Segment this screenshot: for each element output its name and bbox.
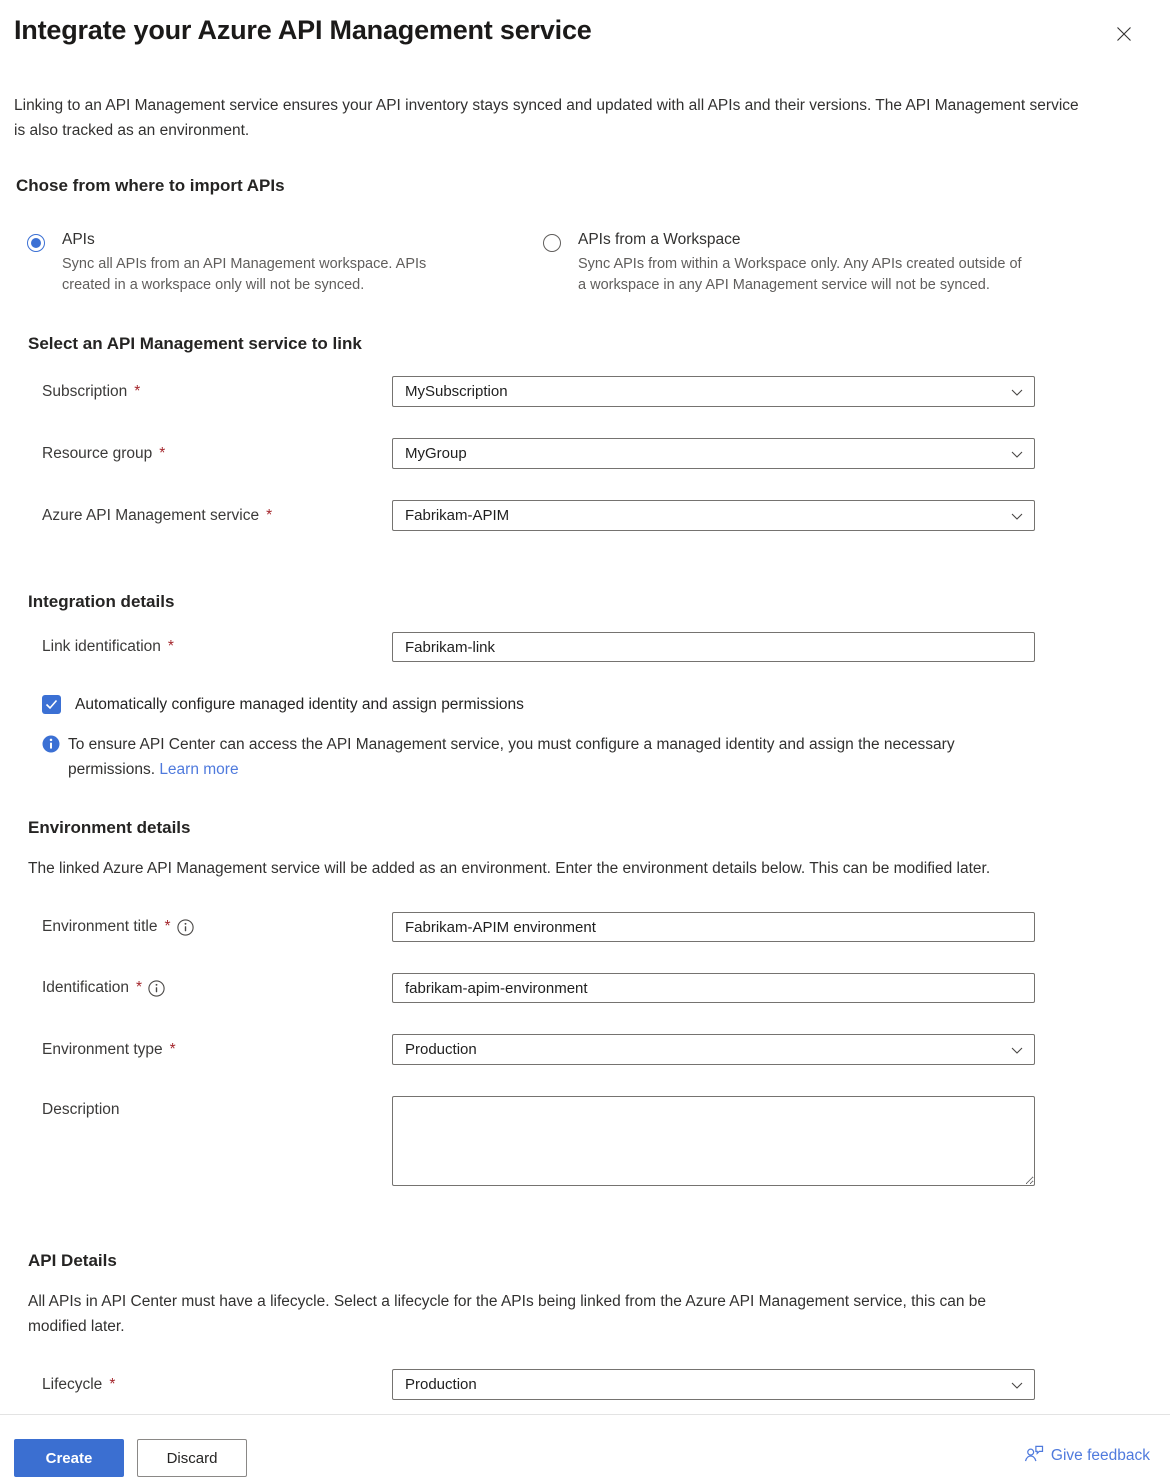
required-marker: * [169, 1040, 176, 1058]
intro-text: Linking to an API Management service ensures your API inventory stays synced and updated with all APIs and their versions. The API Management service is also tracked as an environment. [14, 97, 1079, 139]
info-icon [42, 735, 60, 782]
required-marker: * [136, 979, 143, 996]
integration-section-heading: Integration details [28, 592, 175, 611]
info-note-text: To ensure API Center can access the API Management service, you must configure a managed identity and assign the necessary permissions. [68, 736, 955, 778]
description-label: Description [42, 1101, 120, 1118]
link-identification-row [42, 632, 1156, 662]
lifecycle-value: Production [405, 1376, 477, 1393]
footer-bar [14, 1439, 1150, 1477]
close-button[interactable] [1110, 21, 1138, 49]
link-identification-label: Link identification [42, 638, 161, 655]
required-marker: * [159, 444, 166, 462]
required-marker: * [266, 506, 273, 524]
subscription-row [42, 376, 1156, 407]
environment-type-dropdown[interactable] [392, 1034, 1035, 1065]
radio-option-workspace[interactable] [543, 231, 1043, 296]
environment-section-heading: Environment details [28, 818, 191, 837]
managed-identity-info-note [42, 732, 1032, 782]
environment-title-row [42, 912, 1156, 942]
lifecycle-label: Lifecycle [42, 1375, 103, 1393]
managed-identity-checkbox-label: Automatically configure managed identity and assign permissions [75, 695, 524, 713]
radio-workspace-label: APIs from a Workspace [578, 231, 741, 248]
page-title: Integrate your Azure API Management service [14, 15, 592, 45]
apim-service-label: Azure API Management service [42, 506, 260, 524]
radio-unselected-icon[interactable] [543, 234, 561, 252]
radio-selected-icon[interactable] [27, 234, 45, 252]
footer-divider [0, 1414, 1170, 1415]
subscription-value: MySubscription [405, 383, 508, 400]
resource-group-label: Resource group [42, 444, 153, 462]
link-identification-input[interactable] [392, 632, 1035, 662]
learn-more-link[interactable]: Learn more [159, 761, 239, 778]
feedback-label: Give feedback [1050, 1447, 1150, 1464]
radio-apis-description: Sync all APIs from an API Management workspace. APIs created in a workspace only will not be synced. [62, 256, 427, 293]
description-row [42, 1096, 1156, 1190]
environment-title-label: Environment title [42, 918, 158, 935]
required-marker: * [134, 382, 141, 400]
subscription-label: Subscription [42, 382, 128, 400]
service-section-heading: Select an API Management service to link [28, 334, 362, 353]
api-section-heading: API Details [28, 1251, 117, 1270]
resource-group-row [42, 438, 1156, 469]
identification-row [42, 973, 1156, 1003]
radio-option-apis[interactable] [27, 231, 543, 296]
close-icon [1116, 26, 1132, 45]
required-marker: * [109, 1375, 116, 1393]
environment-type-value: Production [405, 1041, 477, 1058]
resource-group-value: MyGroup [405, 445, 467, 462]
create-button[interactable]: Create [14, 1439, 124, 1477]
give-feedback-link[interactable] [1024, 1445, 1150, 1467]
radio-apis-label: APIs [62, 231, 95, 248]
chevron-down-icon [1010, 510, 1024, 527]
subscription-dropdown[interactable] [392, 376, 1035, 407]
api-section-description: All APIs in API Center must have a lifecycle. Select a lifecycle for the APIs being linked from the Azure API Management service, this can be modified later. [28, 1293, 987, 1335]
feedback-icon [1024, 1445, 1044, 1467]
required-marker: * [167, 638, 174, 655]
managed-identity-checkbox-row[interactable] [42, 695, 1156, 714]
environment-title-input[interactable] [392, 912, 1035, 942]
identification-input[interactable] [392, 973, 1035, 1003]
info-tooltip-icon[interactable] [177, 919, 194, 936]
discard-button[interactable]: Discard [137, 1439, 247, 1477]
info-tooltip-icon[interactable] [148, 980, 165, 997]
import-section-heading: Chose from where to import APIs [16, 176, 285, 195]
environment-type-label: Environment type [42, 1040, 163, 1058]
identification-label: Identification [42, 979, 130, 996]
description-textarea[interactable] [392, 1096, 1035, 1186]
resource-group-dropdown[interactable] [392, 438, 1035, 469]
apim-service-dropdown[interactable] [392, 500, 1035, 531]
chevron-down-icon [1010, 448, 1024, 465]
required-marker: * [164, 918, 171, 935]
chevron-down-icon [1010, 1379, 1024, 1396]
import-options-group [27, 231, 1156, 296]
apim-service-row [42, 500, 1156, 531]
lifecycle-dropdown[interactable] [392, 1369, 1035, 1400]
apim-service-value: Fabrikam-APIM [405, 507, 510, 524]
lifecycle-row [42, 1369, 1156, 1400]
environment-type-row [42, 1034, 1156, 1065]
environment-section-description: The linked Azure API Management service will be added as an environment. Enter the environment details below. This can be modified later. [28, 860, 991, 877]
chevron-down-icon [1010, 1044, 1024, 1061]
radio-workspace-description: Sync APIs from within a Workspace only. Any APIs created outside of a workspace in any API Management service will not be synced. [578, 256, 1022, 293]
checkbox-checked-icon[interactable] [42, 695, 61, 714]
dialog-header [14, 15, 1156, 46]
chevron-down-icon [1010, 386, 1024, 403]
